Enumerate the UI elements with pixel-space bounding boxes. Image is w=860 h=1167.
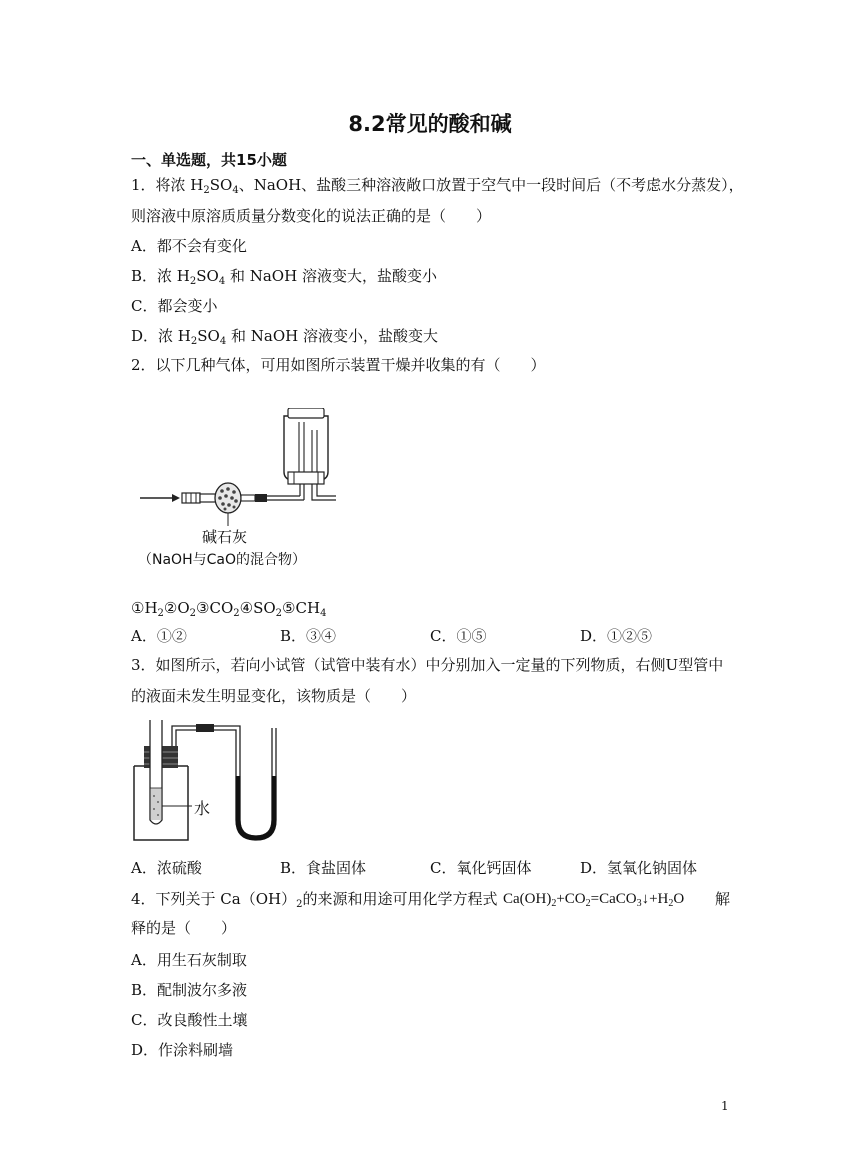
q3-stem-line1: 3．如图所示，若向小试管（试管中装有水）中分别加入一定量的下列物质，右侧U型管中	[131, 656, 724, 674]
section-heading: 一、单选题，共15小题	[131, 151, 287, 169]
figure-label-soda-lime: 碱石灰	[202, 528, 248, 546]
q2-option-b: B．③④	[280, 627, 337, 645]
page-title: 8.2常见的酸和碱	[348, 112, 512, 136]
q1-option-a: A．都不会有变化	[131, 237, 247, 255]
q4-stem-line2: 释的是（ ）	[131, 919, 237, 937]
bottle-stopper	[288, 472, 324, 484]
q1-option-c: C．都会变小	[131, 297, 218, 315]
water-in-tube	[151, 788, 161, 820]
outlet-tube	[312, 484, 336, 500]
q1-option-b: B．浓 $H_2SO_4$ 和 NaOH 溶液变大，盐酸变小	[131, 267, 437, 287]
q2-gas-list: $①H_2②O_2③CO_2④SO_2⑤CH_4$	[131, 599, 327, 619]
q4-chemical-equation: $Ca(OH)_2+CO_2=CaCO_3↓+H_2O$	[503, 891, 685, 909]
page-number: 1	[721, 1099, 729, 1113]
q4-stem-line1: 4．下列关于 $Ca(OH)_2$的来源和用途可用化学方程式	[131, 890, 498, 910]
q4-option-b: B．配制波尔多液	[131, 981, 248, 999]
q1-option-d: D．浓 $H_2SO_4$ 和 NaOH 溶液变小，盐酸变大	[131, 327, 438, 347]
q4-stem-line1-end: 解	[715, 890, 731, 908]
bottle-top	[288, 408, 324, 418]
tube-connector	[196, 724, 214, 732]
rubber-connector	[255, 494, 267, 502]
q2-option-c: C．①⑤	[430, 627, 487, 645]
connecting-tube	[172, 726, 240, 786]
q3-option-b: B．食盐固体	[280, 859, 367, 877]
q3-option-a: A．浓硫酸	[131, 859, 202, 877]
q3-option-c: C．氧化钙固体	[430, 859, 532, 877]
q1-stem-line2: 则溶液中原溶质质量分数变化的说法正确的是（ ）	[131, 207, 492, 225]
q4-option-d: D．作涂料刷墙	[131, 1041, 234, 1059]
q2-option-d: D．①②⑤	[580, 627, 653, 645]
q2-stem: 2．以下几种气体，可用如图所示装置干燥并收集的有（ ）	[131, 356, 546, 374]
u-tube-liquid	[238, 776, 274, 838]
drying-tube-neck	[200, 494, 216, 502]
q1-stem-line1: 1．将浓 $H_2SO_4$、NaOH、盐酸三种溶液敞口放置于空气中一段时间后（不考虑水分蒸发），	[131, 176, 744, 196]
figure-label-water: 水	[194, 799, 211, 818]
figure-label-soda-lime-composition: （NaOH与CaO的混合物）	[138, 552, 306, 568]
q4-option-a: A．用生石灰制取	[131, 951, 247, 969]
q4-option-c: C．改良酸性土壤	[131, 1011, 248, 1029]
q3-stem-line2: 的液面未发生明显变化，该物质是（ ）	[131, 687, 417, 705]
inlet-arrow-head	[172, 494, 180, 502]
u-tube-apparatus-figure	[130, 716, 290, 844]
q3-option-d: D．氢氧化钠固体	[580, 859, 698, 877]
q2-option-a: A．①②	[131, 627, 187, 645]
collecting-bottle	[284, 416, 328, 480]
u-tube	[236, 728, 276, 840]
